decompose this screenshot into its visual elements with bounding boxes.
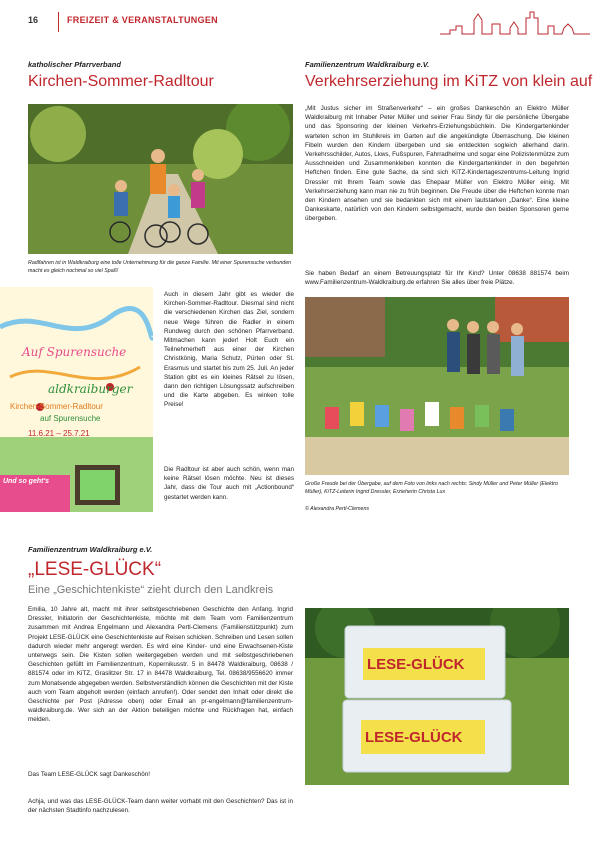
article1-body: Auch in diesem Jahr gibt es wieder die Kirchen-Sommer-Radltour. Diesmal sind nicht die verschiedenen Kirchen das Ziel, sondern neue Wege führen die Radler in einem Rundweg durch den schönen Pfarrverband. Mitmachen kann jeder! Holt Euch ein Teilnehmerheft aus einer der Kirchen Christkönig, Maria Schutz, Pürten oder St. Erasmus und startet bis zum 25. Juli. An jeder Station gibt es ein kleines Rätsel zu lösen, dann den richtigen Lösungssatz aufschreiben und die Karte abgeben. Es winken tolle Preise! [164,291,294,409]
page-number: 16 [28,15,39,25]
article3-title: „LESE-GLÜCK“ [28,559,162,580]
article2-credit: © Alexandra Pertl-Clemens [305,506,370,512]
article1-caption: Radlfahren ist in Waldkraiburg eine tolle Unternehmung für die ganze Familie. Mit einer Spurensuche verbunden macht es gleich nochmal so viel Spaß! [28,260,292,275]
article1-kicker: katholischer Pfarrverband [28,60,121,69]
poster-badge: Und so geht's [3,478,49,485]
article2-caption: Große Freude bei der Übergabe, auf dem Foto von links nach rechts: Sindy Müller und Peter Müller (Elektro Müller), KiTZ-Leiterin Ingrid Dressler, Erzieherin Christa Lux [305,481,558,496]
poster-dates: 11.6.21 – 25.7.21 [28,429,90,438]
poster-town: aldkraiburger [48,382,133,396]
article3-body: Emilia, 10 Jahre alt, macht mit ihrer selbstgeschriebenen Geschichte den Anfang. Ingrid Dressler, Initiatorin der Geschichtenkiste, möchte mit dem Team vom Familienzentrum zusammen mit Andrea Engelmann und Alexandra Pertl-Clemens (Familienstützpunkt) zum Projekt LESE-GLÜCK eine Geschichtenkiste auf Reisen schicken. Schreiben und Lesen sollen dadurch wieder mehr angeregt werden. Es wird eine Kinder- und eine Erwachsenen-Kiste unterwegs sein. Die Kisten sollen weitergegeben werden und mit selbstgeschriebenen Geschichten gefüllt im Familienzentrum, Kopernikusstr. 5 in 84478 Waldkraiburg, 08638 / 881574 oder im KiTZ, Graslitzer Str. 17 in 84478 Waldkraiburg, Tel. 08638/9556620 immer zum Monatsende abgegeben werden. Selbstverständlich können die Geschichten mit der Kiste auch vom Team abgeholt werden (einfach anrufen!). Oder sendet den Inhalt oder direkt die Geschichte per Post (Adresse oben) oder Email an pr-engelmann@familienzentrum-waldkraiburg.de. Wer sich an der Aktion beteiligen möchte und Rückfragen hat, einfach melden. [28,606,293,724]
town-skyline-icon [440,6,590,38]
article2-title: Verkehrserziehung im KiTZ von klein auf [305,73,593,90]
poster-line1: Kirchen-Sommer-Radltour [10,402,103,411]
lese-glueck-boxes-photo [305,608,569,785]
poster-line2: auf Spurensuche [40,414,101,423]
article3-outro: Achja, und was das LESE-GLÜCK-Team dann weiter vorhabt mit den Geschichten? Das ist in der nächsten Stadtinfo nachzulesen. [28,798,293,815]
article3-subtitle: Eine „Geschichtenkiste“ zieht durch den Landkreis [28,584,274,596]
article2-info: Sie haben Bedarf an einem Betreuungsplatz für Ihr Kind? Unter 08638 881574 beim www.Familienzentrum-Waldkraiburg.de erfahren Sie alles über freie Plätze. [305,270,569,287]
family-cycling-photo [28,104,293,254]
article1-title: Kirchen-Sommer-Radltour [28,73,214,90]
article3-closing: Das Team LESE-GLÜCK sagt Dankeschön! [28,771,151,778]
poster-spurensuche: Auf Spurensuche [22,345,127,359]
box-label-bottom: LESE-GLÜCK [365,729,463,746]
box-label-top: LESE-GLÜCK [367,656,465,673]
page-header [0,0,598,44]
article1-body2: Die Radltour ist aber auch schön, wenn man keine Rätsel lösen möchte. Neu ist dieses Jahr, dass die Tour auch mit „Actionbound“ gestartet werden kann. [164,466,294,501]
article2-kicker: Familienzentrum Waldkraiburg e.V. [305,60,430,69]
article2-body: „Mit Justus sicher im Straßenverkehr“ – ein großes Dankeschön an Elektro Müller Waldkraiburg mit Inhaber Peter Müller und seiner Frau Sindy für die persönliche Übergabe und das Sponsoring der kleinen Verkehrs-Erziehungsbüchlein. Die Kindergartenkinder warteten schon im Stuhlkreis im Garten auf die angekündigte Überraschung. Die kleinen Fibeln wurden den Kindern übergeben und sie entdeckten sogleich allerhand darin. Verkehrsschilder, Autos, Lkws, Fußspuren, Fahrradhelme und sogar eine Polizistenmütze zum Ausschneiden und Zusammenkleben konnten die Kindergartenkinder in den begehrten Heftchen finden. Eine gute Sache, da sind sich KiTZ-Kindertageszentrums-Leitung Ingrid Dressler mit Ihrem Team sowie das Ehepaar Müller von Elektro Müller einig. Mit Verkehrserziehung kann man nie zu früh beginnen. Die Freude über die Heftchen konnte man den Kindern ansehen und sie bedankten sich mit einem lautstarken „Danke“. Eine kleine Dankeskarte, natürlich von den Kindern selbstgemacht, wurde den beiden Sponsoren gerne übergeben. [305,105,569,223]
kitz-group-photo [305,297,569,475]
section-title: FREIZEIT & VERANSTALTUNGEN [67,15,218,25]
article3-kicker: Familienzentrum Waldkraiburg e.V. [28,545,153,554]
radltour-poster [0,287,153,512]
header-divider [58,12,59,32]
